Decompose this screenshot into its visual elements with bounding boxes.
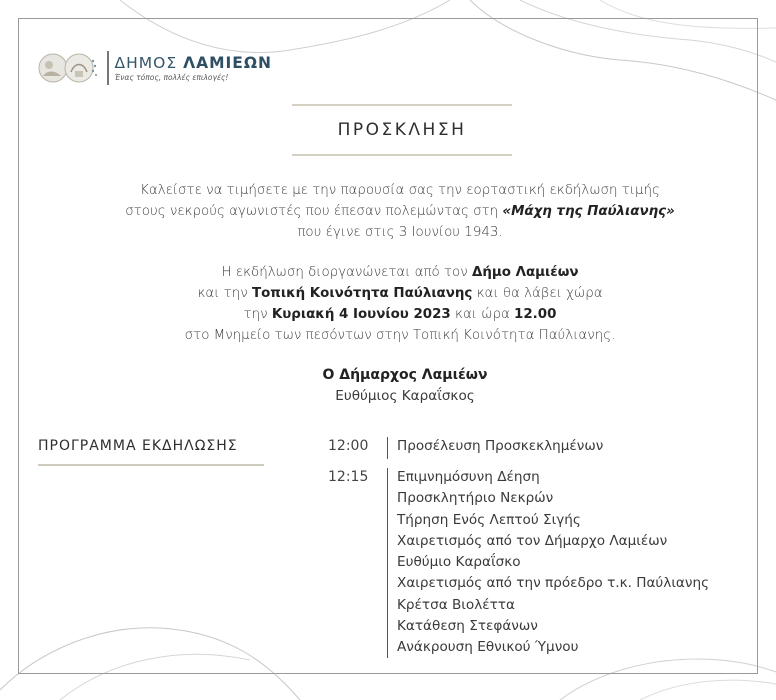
title-rule-bottom — [292, 154, 512, 156]
signature-title: Ο Δήμαρχος Λαμιέων — [322, 367, 488, 383]
battle-name: «Μάχη της Παύλιανης» — [502, 204, 675, 219]
p2-line-2-text-c: και θα λάβει χώρα — [472, 286, 603, 301]
p1-line-2 — [60, 201, 740, 222]
slot-2-time: 12:15 — [328, 469, 369, 485]
slot-1-divider — [387, 437, 388, 459]
municipality-slogan: Ένας τόπος, πολλές επιλογές! — [114, 72, 229, 82]
program-item: Τήρηση Ενός Λεπτού Σιγής — [397, 511, 581, 528]
logo-text — [115, 54, 273, 83]
logo-separator — [107, 51, 109, 85]
event-time: 12.00 — [514, 307, 557, 322]
program-item: Επιμνημόσυνη Δέηση — [397, 469, 540, 485]
event-date: Κυριακή 4 Ιουνίου 2023 — [271, 307, 451, 322]
p1-line-1: Καλείστε να τιμήσετε με την παρουσία σας την εορταστική εκδήλωση τιμής — [140, 183, 660, 198]
slot-1-time: 12:00 — [328, 438, 369, 454]
slot-1-items — [397, 436, 603, 457]
p2-line-3 — [60, 304, 740, 325]
municipality-emblem-icon — [37, 52, 99, 84]
slot-2-items — [397, 467, 709, 659]
municipality-name-main: ΛΑΜΙΕΩΝ — [183, 53, 272, 72]
municipality-logo — [37, 50, 272, 86]
program-item: Προσκλητήριο Νεκρών — [397, 490, 554, 507]
municipality-name — [115, 54, 273, 72]
invitation-paragraph-1 — [60, 180, 740, 243]
program-heading-rule — [38, 464, 264, 466]
program-item: Κρέτσα Βιολέττα — [397, 596, 515, 613]
program-item: Χαιρετισμός από την πρόεδρο τ.κ. Παύλιανης — [397, 575, 710, 592]
program-item: Κατάθεση Στεφάνων — [397, 618, 538, 635]
p2-line-1-text: Η εκδήλωση διοργανώνεται από τον — [221, 265, 472, 280]
title-rule-top — [292, 104, 512, 106]
organizer-community: Τοπική Κοινότητα Παύλιανης — [251, 286, 473, 301]
program-item: Προσέλευση Προσκεκλημένων — [397, 438, 604, 454]
p1-line-3: που έγινε στις 3 Ιουνίου 1943. — [297, 225, 503, 240]
p2-line-3-text-c: και ώρα — [450, 307, 515, 322]
invitation-paragraph-2 — [60, 262, 740, 346]
program-item: Ανάκρουση Εθνικού Ύμνου — [397, 639, 579, 656]
signature-name: Ευθύμιος Καραΐσκος — [335, 388, 475, 404]
p2-line-2-text-a: και την — [197, 286, 252, 301]
program-heading: ΠΡΟΓΡΑΜΜΑ ΕΚΔΗΛΩΣΗΣ — [38, 438, 238, 454]
p2-line-1 — [60, 262, 740, 283]
p2-line-3-text-a: την — [243, 307, 272, 322]
p2-line-2 — [60, 283, 740, 304]
organizer-municipality: Δήμο Λαμιέων — [472, 265, 579, 280]
p1-line-2-text: στους νεκρούς αγωνιστές που έπεσαν πολεμώντας στη — [125, 204, 503, 219]
slot-2-divider — [387, 468, 388, 658]
program-item: Χαιρετισμός από τον Δήμαρχο Λαμιέων — [397, 532, 668, 549]
program-item: Ευθύμιο Καραΐσκο — [397, 554, 521, 571]
invitation-title: ΠΡΟΣΚΛΗΣΗ — [337, 120, 467, 140]
municipality-name-prefix: ΔΗΜΟΣ — [114, 53, 178, 72]
p2-line-4: στο Μνημείο των πεσόντων στην Τοπική Κοινότητα Παύλιανης. — [184, 328, 616, 343]
